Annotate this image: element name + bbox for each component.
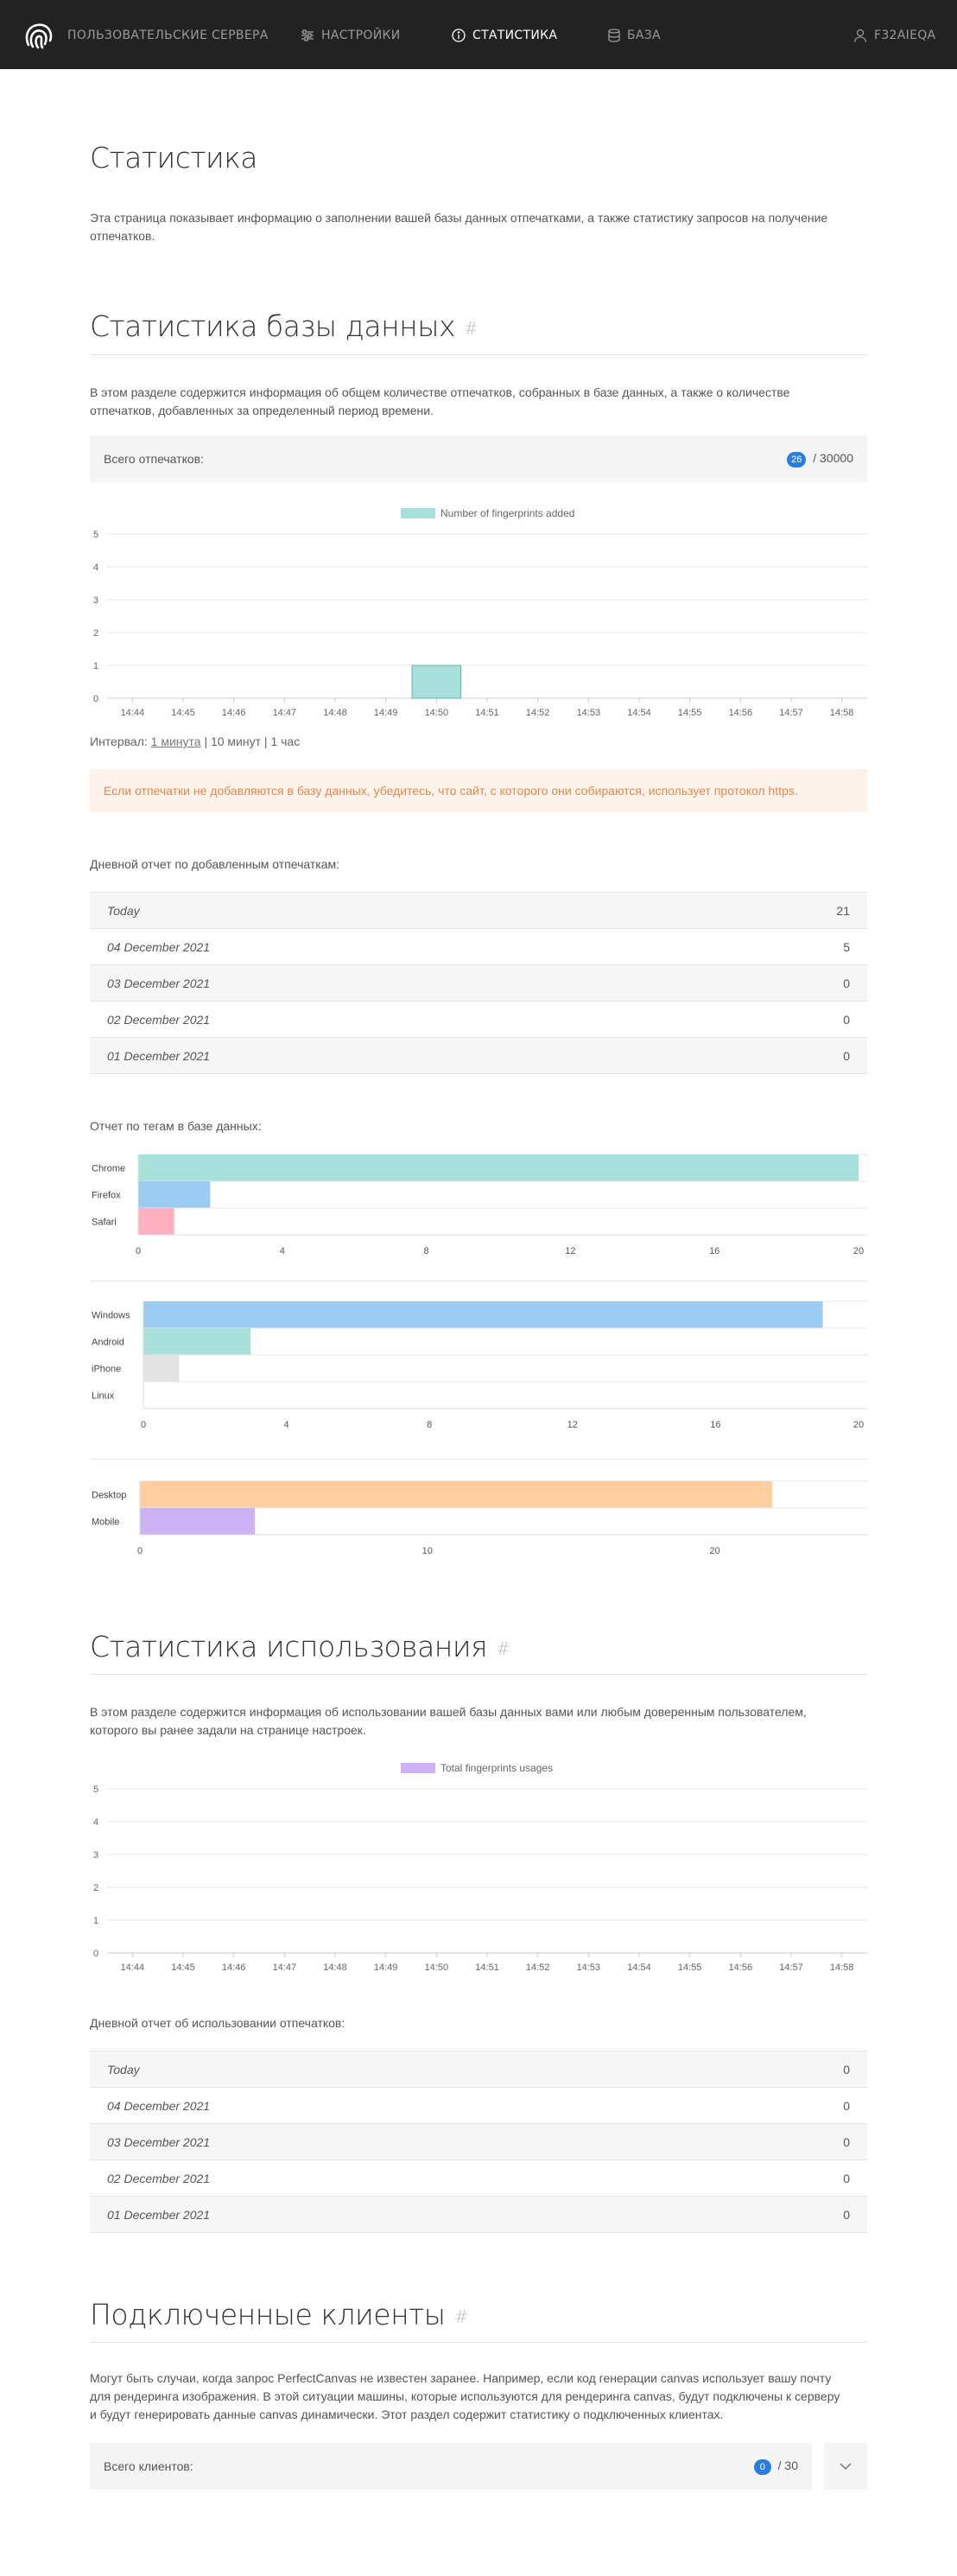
os-tags-chart-svg — [90, 1296, 867, 1443]
table-row — [90, 1038, 867, 1074]
page-title: Статистика — [90, 141, 258, 175]
y-tick-label: 1 — [93, 661, 99, 671]
total-fingerprints-label: Всего отпечатков: — [104, 452, 204, 466]
interval-1-hour[interactable]: 1 час — [270, 735, 301, 748]
interval-label: Интервал: — [90, 735, 148, 748]
nav-settings-label: НАСТРОЙКИ — [321, 29, 401, 42]
y-tick-label: 4 — [93, 1817, 99, 1828]
table-row — [90, 929, 867, 965]
row-value: 0 — [688, 2124, 867, 2160]
usage-section-description: В этом разделе содержится информация об использовании вашей базы данных вами или любым доверенным пользователем, которого вы ранее задали на странице настроек. — [90, 1705, 807, 1737]
x-tick-label: 14:58 — [829, 708, 854, 717]
x-tick-label: 14:46 — [221, 1962, 246, 1972]
x-tick-label: 14:54 — [627, 1962, 651, 1972]
legend-label: Total fingerprints usages — [440, 1762, 554, 1774]
y-tick-label: 5 — [93, 1784, 99, 1795]
usage-section-title-text: Статистика использования — [90, 1630, 488, 1663]
category-label: iPhone — [92, 1364, 122, 1375]
divider — [90, 1281, 867, 1282]
category-label: Firefox — [92, 1190, 121, 1201]
x-tick-label: 14:53 — [576, 708, 601, 717]
table-row — [90, 2160, 867, 2197]
x-tick-label: 16 — [709, 1246, 720, 1256]
total-clients-label: Всего клиентов: — [104, 2459, 193, 2473]
daily-added-title: Дневной отчет по добавленным отпечаткам: — [90, 857, 339, 871]
row-date: Today — [90, 893, 666, 929]
x-tick-label: 12 — [567, 1420, 578, 1430]
database-icon — [608, 29, 620, 42]
x-tick-label: 4 — [283, 1420, 289, 1430]
row-value: 0 — [666, 1002, 867, 1038]
top-nav — [0, 0, 957, 69]
interval-1-minute[interactable]: 1 минута — [150, 735, 201, 748]
nav-user-label: F32AIEQA — [874, 29, 936, 42]
row-value: 0 — [666, 1038, 867, 1074]
category-label: Desktop — [92, 1490, 127, 1501]
table-row — [90, 2088, 867, 2124]
https-warning-text: Если отпечатки не добавляются в базу данных, убедитесь, что сайт, с которого они собираются, использует протокол https. — [104, 784, 798, 798]
x-tick-label: 14:53 — [576, 1962, 601, 1972]
y-tick-label: 0 — [93, 694, 99, 704]
bar — [138, 1181, 210, 1208]
y-tick-label: 2 — [93, 1883, 99, 1893]
table-row — [90, 893, 867, 929]
nav-statistics-label: СТАТИСТИКА — [472, 29, 558, 42]
total-clients-value — [754, 2458, 798, 2475]
x-tick-label: 14:52 — [525, 708, 550, 717]
category-label: Safari — [92, 1217, 117, 1228]
category-label: Chrome — [92, 1163, 126, 1174]
x-tick-label: 20 — [852, 1420, 865, 1430]
x-tick-label: 4 — [279, 1246, 285, 1256]
legend-swatch — [401, 508, 435, 518]
x-tick-label: 10 — [421, 1546, 433, 1556]
bar — [138, 1154, 859, 1181]
nav-custom-servers[interactable] — [67, 27, 269, 44]
x-tick-label: 12 — [565, 1246, 576, 1256]
x-tick-label: 14:44 — [120, 708, 145, 717]
row-date: 02 December 2021 — [90, 1002, 666, 1038]
browser-tags-chart — [90, 1149, 867, 1270]
x-tick-label: 14:47 — [272, 708, 297, 717]
interval-10-minutes[interactable]: 10 минут — [210, 735, 262, 748]
db-section-anchor[interactable]: # — [464, 317, 478, 339]
row-date: 01 December 2021 — [90, 1038, 666, 1074]
table-row — [90, 965, 867, 1002]
nav-user[interactable] — [853, 27, 935, 44]
row-value: 0 — [688, 2160, 867, 2197]
row-value: 0 — [688, 2051, 867, 2088]
row-value: 5 — [666, 929, 867, 965]
y-tick-label: 3 — [93, 595, 99, 606]
device-tags-chart-svg — [90, 1476, 867, 1571]
fingerprints-added-chart — [90, 501, 867, 717]
browser-tags-chart-svg — [90, 1149, 867, 1270]
daily-usage-title: Дневной отчет об использовании отпечатков: — [90, 2016, 345, 2030]
total-fingerprints-count: 26 — [787, 452, 806, 467]
interval-separator: | — [263, 735, 271, 748]
x-tick-label: 14:55 — [677, 708, 702, 717]
y-tick-label: 2 — [93, 628, 99, 639]
category-label: Android — [92, 1337, 124, 1348]
divider — [90, 1459, 867, 1460]
row-date: 03 December 2021 — [90, 2124, 688, 2160]
x-tick-label: 14:51 — [475, 1962, 499, 1972]
x-tick-label: 0 — [136, 1546, 143, 1556]
bar — [138, 1208, 174, 1235]
db-section-title-text: Статистика базы данных — [90, 309, 456, 343]
x-tick-label: 0 — [135, 1246, 142, 1256]
daily-usage-table — [90, 2051, 867, 2233]
divider — [90, 354, 867, 355]
x-tick-label: 14:54 — [627, 708, 651, 717]
nav-database-label: БАЗА — [627, 29, 661, 42]
x-tick-label: 0 — [140, 1420, 147, 1430]
bar — [140, 1481, 772, 1508]
legend-label: Number of fingerprints added — [440, 507, 575, 519]
row-date: Today — [90, 2051, 688, 2088]
divider — [90, 1674, 867, 1675]
user-icon — [853, 29, 867, 42]
total-fingerprints-panel — [90, 436, 867, 482]
https-warning-alert — [90, 769, 867, 812]
x-tick-label: 8 — [427, 1420, 433, 1430]
daily-added-table — [90, 892, 867, 1074]
table-row — [90, 2197, 867, 2233]
db-section-title — [90, 309, 478, 343]
row-date: 02 December 2021 — [90, 2160, 688, 2197]
row-date: 03 December 2021 — [90, 965, 666, 1002]
usage-section-anchor[interactable]: # — [496, 1638, 510, 1659]
x-tick-label: 14:51 — [475, 708, 499, 717]
x-tick-label: 14:46 — [221, 708, 246, 717]
row-value: 0 — [666, 965, 867, 1002]
clients-section-description: Могут быть случаи, когда запрос PerfectCanvas не известен заранее. Например, если код генерации canvas использует вашу почту для рендеринга изображения. В этой ситуации машины, которые используются для рендеринга canvas, будут подключены к серверу и будут генерировать данные canvas динамически. Этот раздел содержит статистику о подключенных клиентах. — [90, 2371, 840, 2421]
category-label: Mobile — [92, 1517, 120, 1528]
sliders-icon — [301, 29, 314, 41]
nav-database[interactable] — [608, 27, 661, 44]
nav-statistics[interactable] — [452, 27, 557, 44]
x-tick-label: 14:48 — [323, 1962, 347, 1972]
x-tick-label: 20 — [709, 1546, 720, 1556]
bar — [143, 1301, 823, 1328]
nav-custom-servers-label: ПОЛЬЗОВАТЕЛЬСКИЕ СЕРВЕРА — [67, 29, 269, 42]
fingerprints-added-chart-svg — [90, 501, 867, 717]
bar — [140, 1508, 255, 1535]
x-tick-label: 14:56 — [728, 708, 753, 717]
row-date: 04 December 2021 — [90, 929, 666, 965]
x-tick-label: 14:55 — [677, 1962, 702, 1972]
y-tick-label: 1 — [93, 1916, 99, 1926]
table-row — [90, 2051, 867, 2088]
interval-selector — [90, 735, 300, 748]
chevron-down-icon — [840, 2463, 852, 2471]
category-label: Windows — [92, 1310, 130, 1321]
usage-chart-svg — [90, 1756, 867, 1972]
fingerprint-logo-icon[interactable] — [24, 21, 54, 50]
category-label: Linux — [92, 1390, 115, 1402]
row-value: 0 — [688, 2088, 867, 2124]
page-intro: Эта страница показывает информацию о заполнении вашей базы данных отпечатками, а также статистику запросов на получение отпечатков. — [90, 211, 828, 243]
total-clients-max: / 30 — [777, 2458, 798, 2472]
expand-clients-button[interactable] — [824, 2443, 867, 2490]
x-tick-label: 8 — [423, 1246, 429, 1256]
total-fingerprints-value — [787, 451, 853, 467]
y-tick-label: 4 — [93, 563, 99, 573]
x-tick-label: 14:45 — [171, 1962, 195, 1972]
total-clients-panel — [90, 2443, 812, 2490]
legend-swatch — [401, 1763, 435, 1773]
row-date: 01 December 2021 — [90, 2197, 688, 2233]
table-row — [90, 1002, 867, 1038]
row-date: 04 December 2021 — [90, 2088, 688, 2124]
x-tick-label: 14:52 — [525, 1962, 550, 1972]
x-tick-label: 20 — [852, 1246, 865, 1256]
bar — [143, 1355, 179, 1382]
clients-section-title-text: Подключенные клиенты — [90, 2298, 446, 2331]
y-tick-label: 5 — [93, 530, 99, 540]
db-section-description: В этом разделе содержится информация об общем количестве отпечатков, собранных в базе данных, а также о количестве отпечатков, добавленных за определенный период времени. — [90, 385, 790, 417]
x-tick-label: 14:44 — [120, 1962, 145, 1972]
divider — [90, 2342, 867, 2343]
x-tick-label: 16 — [710, 1420, 721, 1430]
total-fingerprints-max: / 30000 — [813, 450, 853, 465]
y-tick-label: 3 — [93, 1850, 99, 1860]
bar — [412, 665, 460, 698]
usage-chart — [90, 1756, 867, 1972]
usage-section-title — [90, 1630, 510, 1663]
x-tick-label: 14:50 — [424, 1962, 449, 1972]
row-value: 21 — [666, 893, 867, 929]
tags-report-title: Отчет по тегам в базе данных: — [90, 1119, 262, 1133]
x-tick-label: 14:58 — [829, 1962, 854, 1972]
nav-settings[interactable] — [301, 27, 400, 44]
x-tick-label: 14:49 — [373, 1962, 398, 1972]
x-tick-label: 14:57 — [779, 708, 803, 717]
x-tick-label: 14:56 — [728, 1962, 753, 1972]
info-icon — [452, 29, 466, 42]
total-clients-count: 0 — [754, 2459, 771, 2475]
interval-separator: | — [204, 735, 211, 748]
x-tick-label: 14:57 — [779, 1962, 803, 1972]
row-value: 0 — [688, 2197, 867, 2233]
x-tick-label: 14:48 — [323, 708, 347, 717]
device-tags-chart — [90, 1476, 867, 1571]
x-tick-label: 14:49 — [373, 708, 398, 717]
x-tick-label: 14:47 — [272, 1962, 297, 1972]
bar — [143, 1328, 250, 1355]
x-tick-label: 14:50 — [424, 708, 449, 717]
x-tick-label: 14:45 — [171, 708, 195, 717]
clients-section-anchor[interactable]: # — [453, 2306, 468, 2327]
clients-section-title — [90, 2298, 468, 2331]
os-tags-chart — [90, 1296, 867, 1443]
table-row — [90, 2124, 867, 2160]
y-tick-label: 0 — [93, 1949, 99, 1959]
